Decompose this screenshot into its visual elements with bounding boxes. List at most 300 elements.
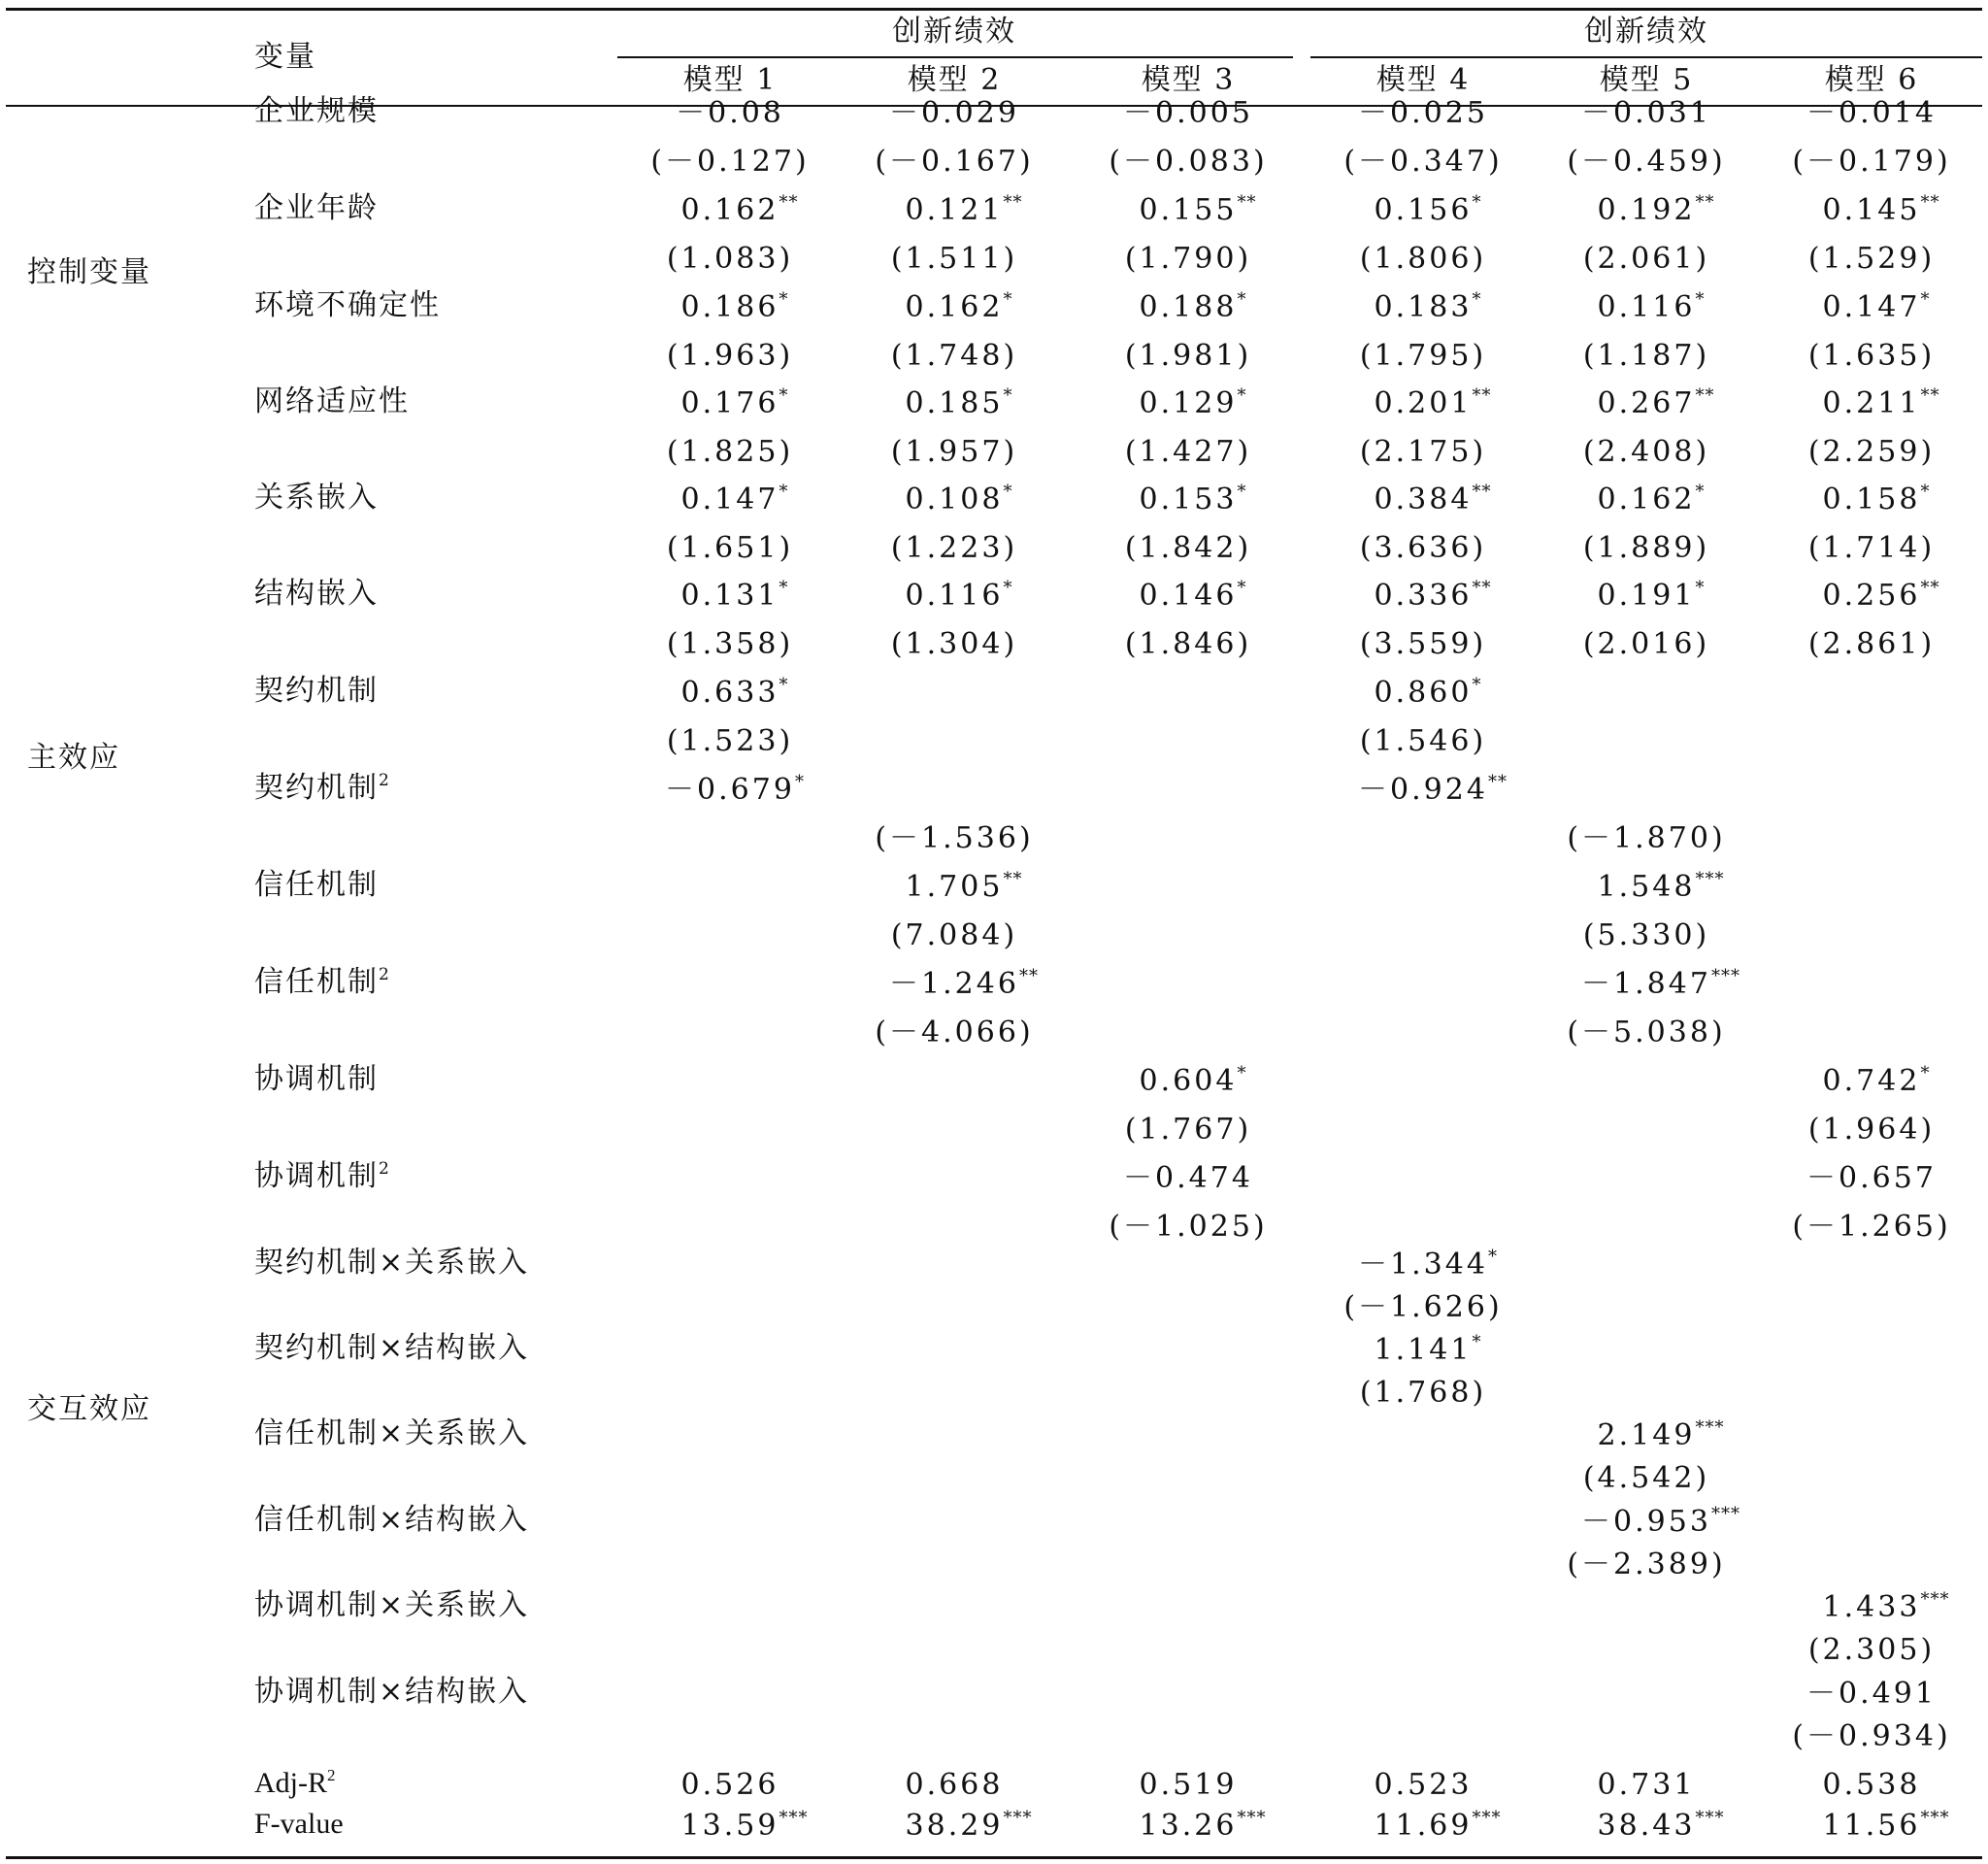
t-stat-cell [1124,339,1252,373]
t-stat-cell-value: (1.529) [1807,242,1936,276]
stat-cell [680,1768,779,1802]
coef-cell [1822,192,1940,227]
coef-cell [1597,385,1715,420]
coef-cell-value: 0.186 * [681,293,779,322]
coef-cell-value: 1.141 * [1375,1336,1473,1365]
coef-cell [1822,289,1931,324]
t-stat-cell [875,145,1034,179]
t-stat-cell [890,435,1018,469]
stat-cell [680,1808,809,1843]
model-header-2: 模型 2 [907,63,1002,97]
coef-cell [1581,966,1740,1001]
t-stat-cell [1792,1210,1951,1244]
group-rule-right [1310,56,1982,58]
model-header-4: 模型 4 [1375,63,1471,97]
stat-cell-value: 0.668 [905,1768,1004,1802]
coef-cell-value: 0.156 * [1375,196,1473,225]
coef-cell [1374,675,1482,710]
stat-cell [905,1768,1004,1802]
coef-cell [680,192,799,227]
significance-stars: * [779,578,789,598]
coef-cell-value: 0.131 * [681,582,779,611]
group-label-main: 主效应 [27,741,120,775]
coef-cell [1597,869,1725,904]
coef-cell-value: 0.267 ** [1598,389,1696,418]
coef-cell [680,289,789,324]
group-header-left: 创新绩效 [892,15,1016,49]
t-stat-cell [650,145,810,179]
coef-cell-value: －0.029 [889,96,1019,130]
t-stat-cell [1359,531,1487,565]
significance-stars: *** [1920,1589,1950,1610]
model-header-6: 模型 6 [1824,63,1919,97]
significance-stars: * [1237,385,1247,406]
coef-cell-value: 1.548 *** [1598,873,1696,902]
coef-cell-value: 0.185 * [906,389,1004,418]
t-stat-cell-value: (1.223) [890,531,1018,565]
coef-cell [1139,482,1247,516]
row-label: 协调机制 [254,1062,379,1096]
t-stat-cell [1807,531,1936,565]
significance-stars: *** [1710,1504,1740,1524]
coef-cell-value: －0.657 [1806,1161,1937,1195]
row-label: 协调机制×结构嵌入 [254,1675,530,1709]
stat-cell-value: 11.69 *** [1375,1812,1473,1841]
squared-superscript: 2 [379,771,389,790]
t-stat-cell-value: (－1.025) [1109,1210,1268,1244]
t-stat-cell-value: (－1.265) [1792,1210,1951,1244]
significance-stars: *** [779,1808,809,1828]
stat-cell [1139,1768,1238,1802]
model-header-3: 模型 3 [1141,63,1236,97]
coef-cell-value: 0.188 * [1140,293,1238,322]
coef-cell [1358,772,1508,807]
t-stat-cell [666,242,794,276]
t-stat-cell [1567,1015,1726,1049]
coef-cell [1374,482,1492,516]
significance-stars: ** [1472,385,1492,406]
coef-cell-value: 0.256 ** [1823,582,1921,611]
t-stat-cell-value: (1.795) [1359,339,1487,373]
t-stat-cell-value: (1.187) [1582,339,1710,373]
significance-stars: ** [1237,192,1257,213]
significance-stars: * [1472,675,1482,695]
t-stat-cell [1125,1115,1251,1145]
stat-cell-value: 0.731 [1597,1768,1696,1802]
t-stat-cell [666,435,794,469]
t-stat-cell-value: (1.846) [1124,627,1252,661]
t-stat-cell [1343,145,1503,179]
t-stat-cell-value: (－5.038) [1567,1015,1726,1049]
coef-cell-value: －0.025 [1358,96,1488,130]
coef-cell-value: 0.147 * [681,485,779,515]
significance-stars: * [794,772,805,792]
significance-stars: * [1695,482,1706,502]
t-stat-cell-value: (－0.347) [1343,145,1503,179]
coef-cell [1597,289,1706,324]
significance-stars: * [1003,578,1013,598]
t-stat-cell-value: (1.511) [890,242,1018,276]
t-stat-cell-value: (－1.626) [1343,1290,1503,1324]
t-stat-cell [890,339,1018,373]
coef-cell [905,385,1013,420]
coef-cell-value: 0.742 * [1823,1067,1921,1096]
coef-cell [1822,1589,1950,1624]
top-rule [6,8,1982,11]
significance-stars: *** [1695,1417,1725,1438]
t-stat-cell [1808,1115,1935,1145]
coef-cell [1139,578,1247,613]
coef-cell-value: －0.474 [1123,1161,1253,1195]
coef-cell-value: 0.183 * [1375,293,1473,322]
coef-cell [1822,385,1940,420]
coef-cell-value: －0.491 [1806,1677,1937,1711]
t-stat-cell-value: (－0.167) [875,145,1034,179]
significance-stars: * [1695,578,1706,598]
significance-stars: * [1472,289,1482,310]
t-stat-cell [1807,627,1936,661]
significance-stars: ** [1472,578,1492,598]
coef-cell [1581,1504,1740,1539]
coef-cell-value: 0.158 * [1823,485,1921,515]
significance-stars: *** [1920,1808,1950,1828]
coef-cell [1358,1247,1498,1282]
coef-cell [1597,482,1706,516]
coef-cell [1139,385,1247,420]
significance-stars: ** [1695,192,1715,213]
significance-stars: * [779,482,789,502]
t-stat-cell-value: (1.523) [666,724,794,758]
t-stat-cell-value: (2.016) [1582,627,1710,661]
t-stat-cell-value: (3.559) [1359,627,1487,661]
t-stat-cell [1582,242,1710,276]
t-stat-cell-value: (－0.934) [1792,1719,1951,1753]
significance-stars: * [1472,1332,1482,1352]
t-stat-cell-value: (－1.870) [1567,821,1726,855]
coef-cell-value: 0.147 * [1823,293,1921,322]
t-stat-cell-value: (－1.536) [875,821,1034,855]
coef-cell [665,772,805,807]
t-stat-cell-value: (1.842) [1124,531,1252,565]
coef-cell-value: 0.162 * [906,293,1004,322]
significance-stars: ** [1487,772,1508,792]
t-stat-cell-value: (－0.127) [650,145,810,179]
t-stat-cell-value: (2.259) [1807,435,1936,469]
significance-stars: ** [1003,192,1023,213]
t-stat-cell [1807,339,1936,373]
t-stat-cell [1792,145,1951,179]
row-label: 信任机制 [254,868,379,902]
t-stat-cell-value: (4.542) [1582,1461,1710,1495]
stat-cell-value: 0.526 [680,1768,779,1802]
significance-stars: * [779,289,789,310]
t-stat-cell-value: (1.963) [666,339,794,373]
t-stat-cell [1359,339,1487,373]
significance-stars: ** [1018,966,1039,986]
t-stat-cell-value: (2.408) [1582,435,1710,469]
row-label: 协调机制×关系嵌入 [254,1588,530,1622]
t-stat-cell-value: (1.889) [1582,531,1710,565]
t-stat-cell-value: (－2.389) [1567,1548,1726,1581]
t-stat-cell [666,531,794,565]
coef-cell-value: 0.192 ** [1598,196,1696,225]
coef-cell-value: 0.108 * [906,485,1004,515]
t-stat-cell-value: (7.084) [890,918,1018,952]
t-stat-cell-value: (1.964) [1807,1113,1936,1147]
coef-cell [1581,96,1711,130]
coef-cell [1374,192,1482,227]
stat-cell-value: 38.29 *** [906,1812,1004,1841]
coef-cell-value: 0.146 * [1140,582,1238,611]
coef-cell [1597,578,1706,613]
coef-cell-value: 0.145 ** [1823,196,1921,225]
coef-cell [1139,289,1247,324]
coef-cell-value: 0.116 * [1598,293,1696,322]
t-stat-cell [890,627,1018,661]
row-label: 契约机制×结构嵌入 [254,1331,530,1365]
squared-superscript: 2 [379,965,389,984]
coef-cell-value: 0.191 * [1598,582,1696,611]
coef-cell-value: 0.162 ** [681,196,779,225]
t-stat-cell-value: (－0.083) [1109,145,1268,179]
t-stat-cell-value: (1.806) [1359,242,1487,276]
stat-cell [1139,1808,1267,1843]
t-stat-cell-value: (5.330) [1582,918,1710,952]
t-stat-cell [1109,1210,1268,1244]
row-label: 企业规模 [254,94,379,128]
coef-cell-value: 0.155 ** [1140,196,1238,225]
significance-stars: ** [1695,385,1715,406]
coef-cell-value: 0.121 ** [906,196,1004,225]
row-label: 结构嵌入 [254,577,379,611]
t-stat-cell-value: (－4.066) [875,1015,1034,1049]
model-header-1: 模型 1 [682,63,778,97]
significance-stars: * [1920,289,1931,310]
t-stat-cell [1582,918,1710,952]
t-stat-cell-value: (2.061) [1582,242,1710,276]
significance-stars: *** [1237,1808,1267,1828]
t-stat-cell-value: (1.083) [666,242,794,276]
coef-cell-value: 2.149 *** [1598,1421,1696,1450]
significance-stars: * [1472,192,1482,213]
t-stat-cell [1343,1290,1503,1324]
t-stat-cell-value: (2.305) [1807,1633,1936,1667]
model-header-5: 模型 5 [1599,63,1694,97]
significance-stars: * [779,675,789,695]
t-stat-cell-value: (1.304) [890,627,1018,661]
t-stat-cell [1124,435,1252,469]
stat-cell [1374,1808,1502,1843]
coef-cell [680,578,789,613]
coef-cell-value: 0.153 * [1140,485,1238,515]
t-stat-cell-value: (1.546) [1359,724,1487,758]
t-stat-cell-value: (1.767) [1124,1113,1252,1147]
coef-cell [905,192,1023,227]
significance-stars: * [1487,1247,1498,1267]
coef-cell-value: 0.336 ** [1375,582,1473,611]
coef-cell-value: 0.176 * [681,389,779,418]
significance-stars: ** [1920,192,1940,213]
significance-stars: * [1695,289,1706,310]
significance-stars: * [1237,1063,1247,1083]
coef-cell-value: 1.705 ** [906,873,1004,902]
t-stat-cell [1807,435,1936,469]
t-stat-cell-value: (1.358) [666,627,794,661]
significance-stars: *** [1472,1808,1502,1828]
stat-cell-value: 0.538 [1822,1768,1921,1802]
t-stat-cell-value: (1.714) [1807,531,1936,565]
significance-stars: ** [1472,482,1492,502]
t-stat-cell-value: (2.861) [1807,627,1936,661]
stat-cell [1822,1768,1921,1802]
stat-cell-value: 38.43 *** [1598,1812,1696,1841]
coef-cell [1358,96,1488,130]
t-stat-cell [666,339,794,373]
group-header-right: 创新绩效 [1584,15,1708,49]
coef-cell-value: 0.116 * [906,582,1004,611]
t-stat-cell [1124,242,1252,276]
t-stat-cell [875,1015,1034,1049]
t-stat-cell [1359,627,1487,661]
stat-cell-value: 0.519 [1139,1768,1238,1802]
coef-cell [889,96,1019,130]
coef-cell [1597,192,1715,227]
significance-stars: *** [1695,869,1725,889]
coef-cell [680,482,789,516]
coef-cell [676,96,784,130]
coef-cell-value: －1.246 ** [889,970,1019,999]
t-stat-cell [1807,1633,1936,1667]
coef-cell [905,578,1013,613]
group-rule-left [617,56,1293,58]
coef-cell-value: －1.344 * [1358,1250,1488,1280]
stat-cell [1822,1808,1950,1843]
coef-cell [905,289,1013,324]
significance-stars: * [1237,289,1247,310]
coef-cell-value: 0.633 * [681,679,779,708]
coef-cell [1139,1063,1247,1098]
t-stat-cell [1359,724,1487,758]
t-stat-cell [1359,435,1487,469]
group-label-interaction: 交互效应 [27,1392,151,1426]
t-stat-cell [890,242,1018,276]
t-stat-cell-value: (－0.459) [1567,145,1726,179]
coef-cell [889,966,1039,1001]
t-stat-cell [1582,1461,1710,1495]
t-stat-cell-value: (1.651) [666,531,794,565]
coef-cell-value: －0.953 *** [1581,1508,1711,1537]
coef-cell-value: －0.08 [676,96,784,130]
stat-cell-value: 13.59 *** [681,1812,779,1841]
squared-superscript: 2 [379,1159,389,1179]
coef-cell-value: 0.201 ** [1375,389,1473,418]
coef-cell [1806,1677,1937,1711]
t-stat-cell-value: (1.768) [1359,1376,1487,1410]
t-stat-cell-value: (1.427) [1124,435,1252,469]
coef-cell [1123,1161,1253,1195]
row-label: 环境不确定性 [254,288,441,322]
coef-cell-value: 1.433 *** [1823,1593,1921,1622]
coef-cell [1374,1332,1482,1367]
stat-cell-value: 13.26 *** [1140,1812,1238,1841]
stat-cell-value: 11.56 *** [1823,1812,1921,1841]
coef-cell-value: －0.679 * [665,776,795,805]
coef-cell [1374,385,1492,420]
significance-stars: ** [779,192,799,213]
bottom-rule [6,1856,1982,1859]
t-stat-cell [1567,821,1726,855]
t-stat-cell-value: (1.748) [890,339,1018,373]
stat-cell [1597,1808,1725,1843]
significance-stars: * [1003,385,1013,406]
significance-stars: *** [1710,966,1740,986]
t-stat-cell [1359,242,1487,276]
coef-cell [1374,578,1492,613]
coef-cell [905,482,1013,516]
t-stat-cell [1582,435,1710,469]
coef-cell [1123,96,1253,130]
coef-cell [680,385,789,420]
significance-stars: ** [1920,578,1940,598]
coef-cell-value: －0.005 [1123,96,1253,130]
coef-cell-value: 0.129 * [1140,389,1238,418]
t-stat-cell [890,918,1018,952]
t-stat-cell-value: (2.175) [1359,435,1487,469]
coef-cell [1597,1417,1725,1452]
stat-cell [1374,1768,1473,1802]
t-stat-cell [890,531,1018,565]
coef-cell [1139,192,1257,227]
t-stat-cell [1807,242,1936,276]
significance-stars: ** [1920,385,1940,406]
t-stat-cell-value: (1.981) [1124,339,1252,373]
row-label: 关系嵌入 [254,481,379,515]
row-label: 契约机制×关系嵌入 [254,1246,530,1280]
significance-stars: * [1920,482,1931,502]
coef-cell-value: 0.211 ** [1823,389,1921,418]
t-stat-cell [875,821,1034,855]
row-label: 企业年龄 [254,191,379,225]
t-stat-cell [666,627,794,661]
row-label: 网络适应性 [254,384,410,418]
coef-cell [1806,1161,1937,1195]
significance-stars: * [1003,482,1013,502]
row-label: 契约机制 [254,674,379,708]
t-stat-cell [1567,145,1726,179]
coef-cell [680,675,789,710]
t-stat-cell [1582,339,1710,373]
coef-cell [1806,96,1937,130]
variable-header: 变量 [254,40,316,74]
t-stat-cell [1567,1550,1725,1580]
row-label: 信任机制×结构嵌入 [254,1503,530,1537]
t-stat-cell [1359,1376,1487,1410]
significance-stars: * [1003,289,1013,310]
row-label: 协调机制$^2$ [254,1159,389,1193]
t-stat-cell-value: (1.635) [1807,339,1936,373]
stat-label: F-value [254,1808,344,1840]
coef-cell-value: 0.604 * [1140,1067,1238,1096]
stat-cell [1597,1768,1696,1802]
row-label: 信任机制×关系嵌入 [254,1416,530,1450]
t-stat-cell-value: (1.825) [666,435,794,469]
significance-stars: *** [1695,1808,1725,1828]
t-stat-cell [1792,1719,1951,1753]
row-label: 信任机制$^2$ [254,965,389,999]
coef-cell [1822,1063,1931,1098]
t-stat-cell-value: (1.957) [890,435,1018,469]
coef-cell-value: 0.860 * [1375,679,1473,708]
